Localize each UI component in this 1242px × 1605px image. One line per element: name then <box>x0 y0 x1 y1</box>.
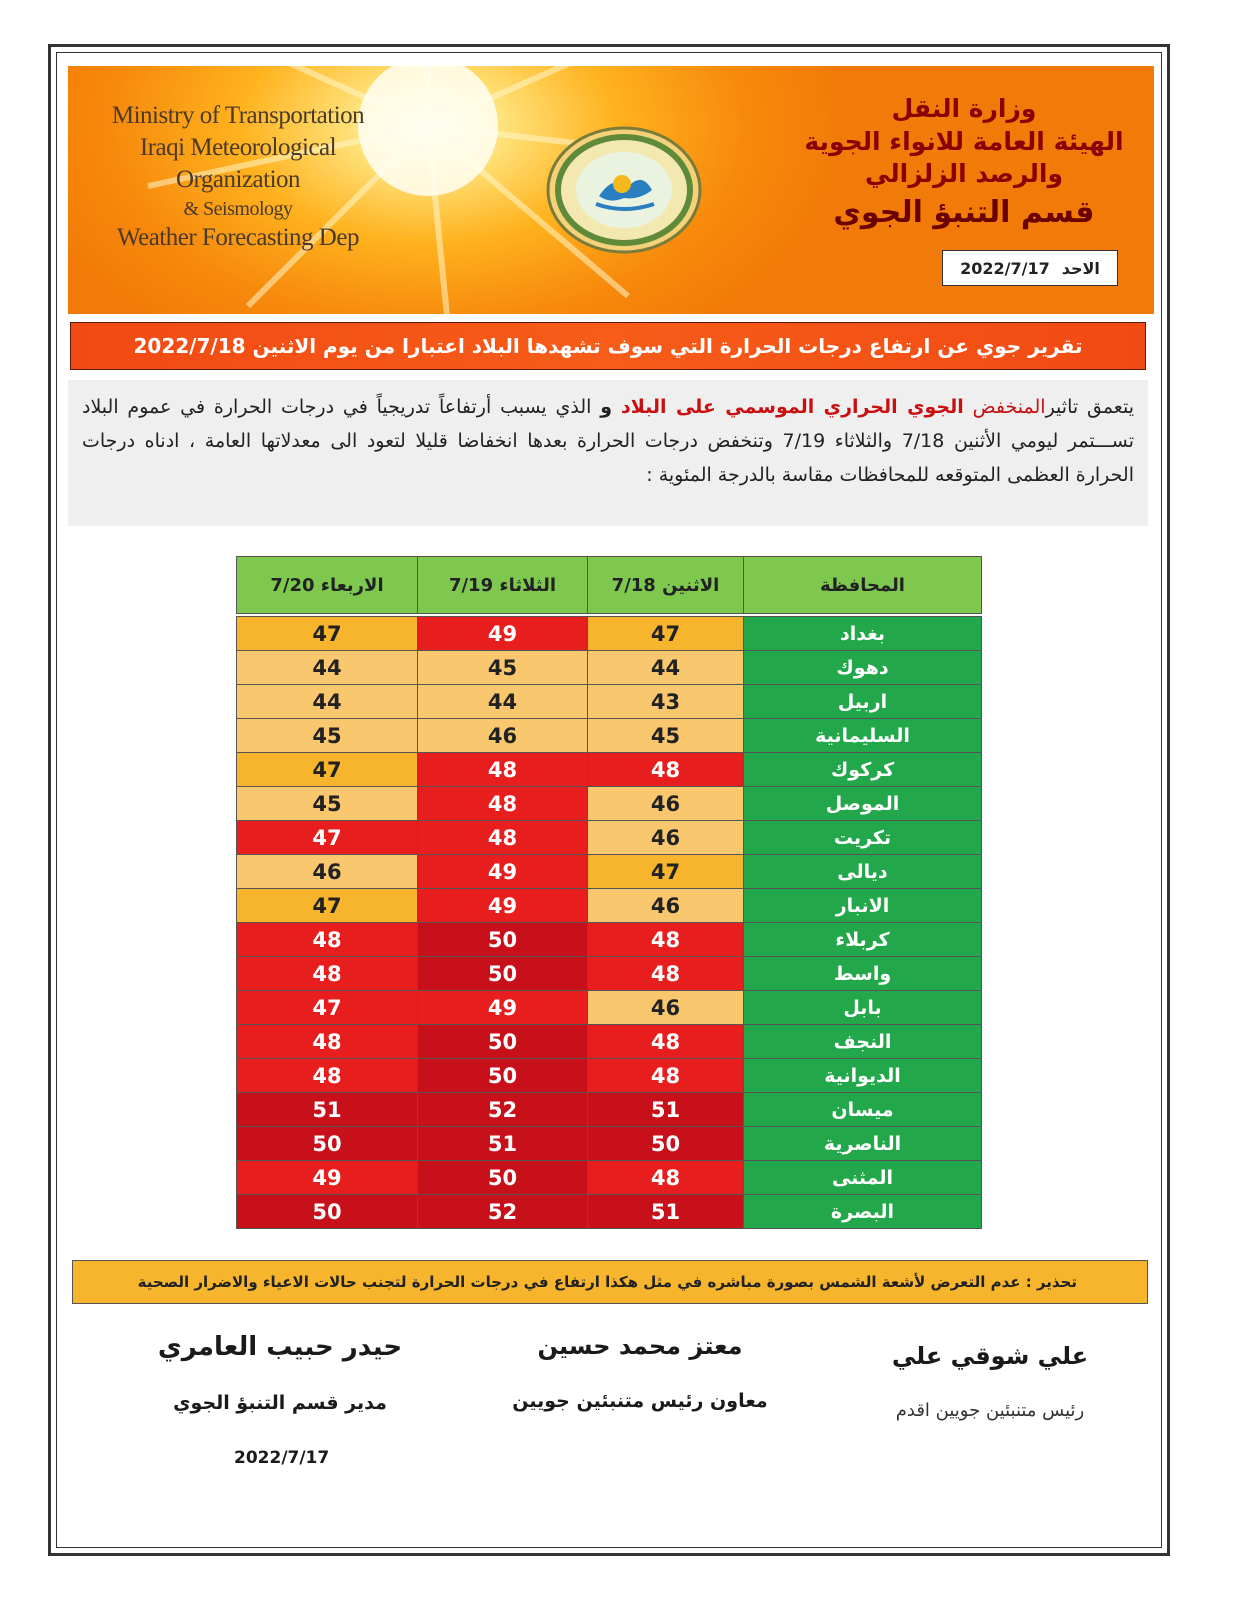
temp-cell-tuesday: 49 <box>418 617 588 651</box>
en-line-2: Iraqi Meteorological Organization <box>139 134 337 193</box>
temp-cell-wednesday: 47 <box>237 991 418 1025</box>
temp-cell-monday: 48 <box>588 1161 744 1195</box>
temp-cell-wednesday: 47 <box>237 821 418 855</box>
temp-cell-wednesday: 50 <box>237 1127 418 1161</box>
temp-cell-wednesday: 47 <box>237 753 418 787</box>
governorate-cell: ميسان <box>744 1093 982 1127</box>
temp-cell-monday: 44 <box>588 651 744 685</box>
temp-cell-tuesday: 45 <box>418 651 588 685</box>
temp-cell-tuesday: 52 <box>418 1195 588 1229</box>
table-row <box>237 1025 982 1059</box>
temp-cell-tuesday: 50 <box>418 923 588 957</box>
temp-cell-monday: 47 <box>588 617 744 651</box>
table-row <box>237 753 982 787</box>
temp-cell-tuesday: 49 <box>418 889 588 923</box>
table-row <box>237 651 982 685</box>
temp-cell-monday: 45 <box>588 719 744 753</box>
table-row <box>237 855 982 889</box>
temp-cell-tuesday: 50 <box>418 1025 588 1059</box>
intro-part-1: يتعمق تاثير <box>1045 396 1134 418</box>
governorate-cell: المثنى <box>744 1161 982 1195</box>
governorate-cell: الموصل <box>744 787 982 821</box>
temp-cell-tuesday: 52 <box>418 1093 588 1127</box>
header-wednesday: الاربعاء 7/20 <box>237 557 418 614</box>
intro-part-3: الجوي الحراري الموسمي على البلاد <box>620 396 964 418</box>
ar-line-authority: الهيئة العامة للانواء الجوية <box>804 127 1124 156</box>
signature-left <box>150 1332 410 1468</box>
signature-left-date: 2022/7/17 <box>234 1448 330 1468</box>
temp-cell-tuesday: 48 <box>418 787 588 821</box>
table-row <box>237 787 982 821</box>
temp-cell-wednesday: 47 <box>237 617 418 651</box>
temp-cell-wednesday: 46 <box>237 855 418 889</box>
temp-cell-wednesday: 49 <box>237 1161 418 1195</box>
temp-cell-tuesday: 51 <box>418 1127 588 1161</box>
temp-cell-monday: 48 <box>588 753 744 787</box>
signature-middle-role: معاون رئيس متنبئين جويين <box>512 1390 768 1412</box>
table-row <box>237 991 982 1025</box>
temp-cell-tuesday: 48 <box>418 821 588 855</box>
temp-cell-monday: 48 <box>588 957 744 991</box>
temp-cell-monday: 47 <box>588 855 744 889</box>
temp-cell-tuesday: 50 <box>418 1059 588 1093</box>
temp-cell-monday: 51 <box>588 1093 744 1127</box>
temp-cell-monday: 46 <box>588 991 744 1025</box>
header-governorate: المحافظة <box>744 557 982 614</box>
arabic-org-name <box>804 92 1124 236</box>
en-line-4: Weather Forecasting Dep <box>117 224 359 251</box>
temp-cell-wednesday: 50 <box>237 1195 418 1229</box>
emblem-icon <box>544 124 704 256</box>
intro-part-4: و <box>600 396 613 418</box>
temp-cell-wednesday: 45 <box>237 787 418 821</box>
header-day: الاحد <box>1061 258 1100 278</box>
table-row <box>237 719 982 753</box>
signature-left-role: مدير قسم التنبؤ الجوي <box>173 1392 387 1414</box>
governorate-cell: تكريت <box>744 821 982 855</box>
governorate-cell: ديالى <box>744 855 982 889</box>
temp-cell-tuesday: 50 <box>418 957 588 991</box>
temp-cell-tuesday: 49 <box>418 855 588 889</box>
governorate-cell: كركوك <box>744 753 982 787</box>
temp-cell-wednesday: 48 <box>237 957 418 991</box>
ar-line-ministry: وزارة النقل <box>891 94 1037 123</box>
table-row <box>237 1093 982 1127</box>
governorate-cell: البصرة <box>744 1195 982 1229</box>
table-header-row <box>237 557 982 614</box>
en-line-3: & Seismology <box>183 198 293 220</box>
governorate-cell: الناصرية <box>744 1127 982 1161</box>
temp-cell-tuesday: 50 <box>418 1161 588 1195</box>
signature-right-role: رئيس متنبئين جويين اقدم <box>895 1400 1085 1421</box>
header-date: 2022/7/17 <box>960 258 1050 278</box>
temp-cell-monday: 48 <box>588 1025 744 1059</box>
table-row <box>237 1161 982 1195</box>
warning-bar: تحذير : عدم التعرض لأشعة الشمس بصورة مباشره في مثل هكذا ارتفاع في درجات الحرارة لتجنب حالات الاعياء والاضرار الصحية <box>72 1260 1148 1304</box>
governorate-cell: دهوك <box>744 651 982 685</box>
signature-right-name: علي شوقي علي <box>891 1342 1089 1370</box>
governorate-cell: بابل <box>744 991 982 1025</box>
temp-cell-wednesday: 47 <box>237 889 418 923</box>
intro-part-2: المنخفض <box>972 396 1046 418</box>
header-tuesday: الثلاثاء 7/19 <box>418 557 588 614</box>
table-row <box>237 957 982 991</box>
temp-cell-monday: 48 <box>588 923 744 957</box>
signature-left-name: حيدر حبيب العامري <box>157 1332 403 1362</box>
governorate-cell: النجف <box>744 1025 982 1059</box>
governorate-cell: واسط <box>744 957 982 991</box>
table-row <box>237 1127 982 1161</box>
en-line-1: Ministry of Transportation <box>111 102 365 129</box>
signature-middle-name: معتز محمد حسين <box>537 1332 743 1360</box>
temp-cell-wednesday: 48 <box>237 1059 418 1093</box>
temp-cell-wednesday: 48 <box>237 923 418 957</box>
signature-middle <box>500 1332 780 1412</box>
signature-right <box>880 1342 1100 1421</box>
table-row <box>237 617 982 651</box>
temp-cell-monday: 46 <box>588 821 744 855</box>
temp-cell-wednesday: 51 <box>237 1093 418 1127</box>
english-org-name <box>88 100 388 254</box>
temp-cell-monday: 48 <box>588 1059 744 1093</box>
temp-cell-monday: 43 <box>588 685 744 719</box>
temp-cell-monday: 50 <box>588 1127 744 1161</box>
header-date-box <box>942 250 1118 286</box>
table-body <box>237 617 982 1229</box>
governorate-cell: الديوانية <box>744 1059 982 1093</box>
table-row <box>237 1059 982 1093</box>
governorate-cell: اربيل <box>744 685 982 719</box>
ar-line-seismic: والرصد الزلزالي <box>864 159 1064 188</box>
governorate-cell: الانبار <box>744 889 982 923</box>
intro-paragraph <box>68 380 1148 526</box>
intro-part-5: الذي يسبب أرتفاعاً تدريجياً في درجات الحرارة في عموم البلاد تســـتمر ليومي الأثنين 7/18 والثلاثاء 7/19 وتنخفض درجات الحرارة بعدها انخفاضا قليلا لتعود الى معدلاتها العامة ، ادناه درجات الحرارة العظمى المتوقعه للمحافظات مقاسة بالدرجة المئوية : <box>82 396 1134 486</box>
table-row <box>237 889 982 923</box>
header-banner <box>68 66 1154 314</box>
table-row <box>237 923 982 957</box>
temp-cell-wednesday: 45 <box>237 719 418 753</box>
governorate-cell: كربلاء <box>744 923 982 957</box>
governorate-cell: السليمانية <box>744 719 982 753</box>
temp-cell-monday: 46 <box>588 889 744 923</box>
temp-cell-tuesday: 49 <box>418 991 588 1025</box>
header-monday: الاثنين 7/18 <box>588 557 744 614</box>
temp-cell-wednesday: 44 <box>237 685 418 719</box>
report-title: تقرير جوي عن ارتفاع درجات الحرارة التي سوف تشهدها البلاد اعتبارا من يوم الاثنين 2022/7/18 <box>70 322 1146 370</box>
table-row <box>237 821 982 855</box>
table-row <box>237 685 982 719</box>
governorate-cell: بغداد <box>744 617 982 651</box>
table-row <box>237 1195 982 1229</box>
temp-cell-wednesday: 44 <box>237 651 418 685</box>
temp-cell-tuesday: 46 <box>418 719 588 753</box>
temp-cell-tuesday: 44 <box>418 685 588 719</box>
temperature-table <box>236 556 982 1229</box>
temp-cell-tuesday: 48 <box>418 753 588 787</box>
temp-cell-monday: 46 <box>588 787 744 821</box>
temp-cell-monday: 51 <box>588 1195 744 1229</box>
ar-line-department: قسم التنبؤ الجوي <box>833 195 1095 230</box>
temp-cell-wednesday: 48 <box>237 1025 418 1059</box>
